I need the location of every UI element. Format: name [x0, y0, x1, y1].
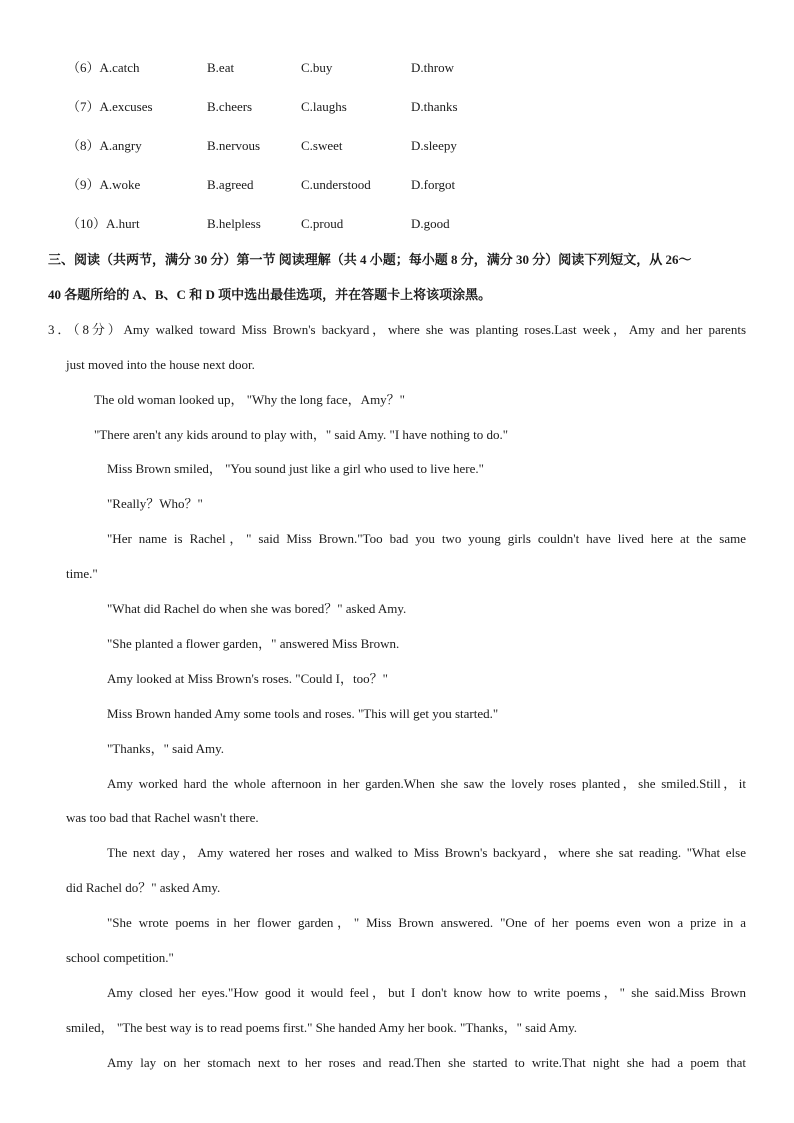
passage-line: Amy looked at Miss Brown's roses. "Could I，too？" [107, 671, 388, 686]
option-b: B.nervous [207, 138, 261, 153]
option-d: D.thanks [411, 99, 458, 114]
passage-line: did Rachel do？" asked Amy. [66, 880, 221, 895]
passage-line: school competition." [66, 950, 174, 965]
passage-line: Amy closed her eyes."How good it would feel，but I don't know how to write poems，" she said.Miss Brown [107, 985, 746, 1000]
passage-line: "Thanks，" said Amy. [107, 741, 225, 756]
option-c: C.sweet [301, 138, 343, 153]
option-c: C.laughs [301, 99, 347, 114]
option-c: C.buy [301, 60, 333, 75]
option-a: （8）A.angry [67, 138, 142, 153]
option-d: D.throw [411, 60, 454, 75]
section-heading-line-2: 40 各题所给的 A、B、C 和 D 项中选出最佳选项，并在答题卡上将该项涂黑。 [48, 287, 492, 302]
passage-line: "She planted a flower garden，" answered Miss Brown. [107, 636, 400, 651]
option-d: D.forgot [411, 177, 456, 192]
question-line: 3．（8分）Amy walked toward Miss Brown's backyard，where she was planting roses.Last week，Amy and her parents [48, 322, 746, 337]
option-c: C.understood [301, 177, 371, 192]
option-b: B.agreed [207, 177, 254, 192]
passage-line: The old woman looked up， "Why the long face，Amy？" [94, 392, 405, 407]
passage-line: Amy lay on her stomach next to her roses and read.Then she started to write.That night she had a poem that [107, 1055, 746, 1070]
passage-line: The next day，Amy watered her roses and walked to Miss Brown's backyard，where she sat reading. "What else [107, 845, 746, 860]
passage-line: was too bad that Rachel wasn't there. [66, 810, 259, 825]
option-b: B.helpless [207, 216, 261, 231]
passage-line: time." [66, 566, 98, 581]
passage-line: "She wrote poems in her flower garden，" Miss Brown answered. "One of her poems even won a prize in a [107, 915, 746, 930]
passage-line: Amy worked hard the whole afternoon in her garden.When she saw the lovely roses planted，she smiled.Still，it [107, 776, 746, 791]
option-a: （10）A.hurt [67, 216, 140, 231]
passage-line: smiled， "The best way is to read poems first." She handed Amy her book. "Thanks，" said Amy. [66, 1020, 578, 1035]
option-d: D.sleepy [411, 138, 457, 153]
passage-line: just moved into the house next door. [66, 357, 255, 372]
option-a: （6）A.catch [67, 60, 140, 75]
passage-line: Miss Brown smiled， "You sound just like a girl who used to live here." [107, 461, 484, 476]
option-d: D.good [411, 216, 450, 231]
option-a: （9）A.woke [67, 177, 141, 192]
passage-line: "Her name is Rachel，" said Miss Brown."Too bad you two young girls couldn't have lived here at the same [107, 531, 746, 546]
passage-line: "Really？Who？" [107, 496, 203, 511]
passage-line: "There aren't any kids around to play with，" said Amy. "I have nothing to do." [94, 427, 509, 442]
section-heading-line-1: 三、阅读（共两节，满分 30 分）第一节 阅读理解（共 4 小题；每小题 8 分，满分 30 分）阅读下列短文，从 26～ [48, 252, 692, 267]
passage-line: Miss Brown handed Amy some tools and roses. "This will get you started." [107, 706, 499, 721]
option-a: （7）A.excuses [67, 99, 153, 114]
option-c: C.proud [301, 216, 344, 231]
option-b: B.eat [207, 60, 235, 75]
option-b: B.cheers [207, 99, 253, 114]
passage-line: "What did Rachel do when she was bored？" asked Amy. [107, 601, 407, 616]
